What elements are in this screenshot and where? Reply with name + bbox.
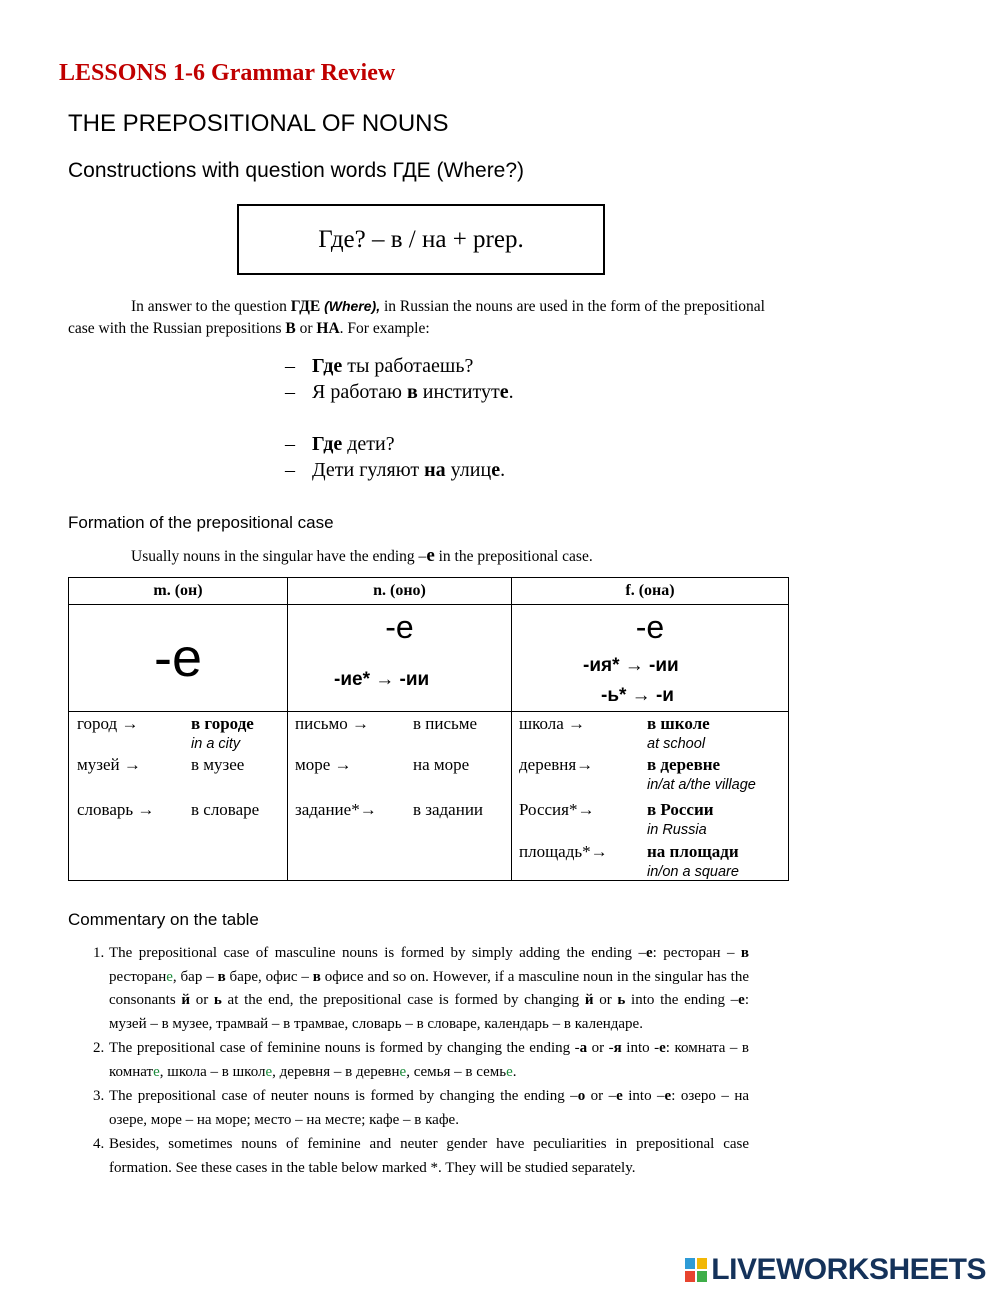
intro-na: НА <box>316 320 340 337</box>
list-item <box>93 1037 749 1084</box>
list-number: 4. <box>93 1136 105 1152</box>
masculine-words <box>69 712 288 881</box>
text: : ресторан – <box>652 945 741 961</box>
neuter-ending: -е <box>385 609 414 645</box>
formation-note <box>131 545 593 567</box>
text: at the end, the prepositional case is formed by changing <box>221 992 585 1008</box>
intro-text-2: in Russian the nouns are used in the form of the prepositional case with the Russian prepositions <box>68 298 765 337</box>
example-text: институт <box>417 381 500 403</box>
word-prepositional: в городе <box>191 714 254 733</box>
word-gloss: in/at a/the village <box>647 777 756 793</box>
word: деревня→ <box>519 755 594 774</box>
word: площадь*→ <box>519 842 608 861</box>
logo-square <box>685 1271 695 1282</box>
section-title: THE PREPOSITIONAL OF NOUNS <box>68 110 449 137</box>
ending-green: е <box>153 1063 160 1080</box>
consonant: ь <box>617 992 626 1008</box>
word-prepositional: в России <box>647 800 714 819</box>
text: into - <box>621 1040 660 1056</box>
logo-square <box>697 1258 707 1269</box>
table-words-row <box>69 712 789 881</box>
list-item-text <box>109 1085 749 1132</box>
text: The prepositional case of feminine nouns is formed by changing the ending - <box>109 1040 580 1056</box>
consonant: й <box>181 992 191 1008</box>
example-text: дети? <box>342 433 395 455</box>
header-masculine: m. (он) <box>69 578 288 605</box>
list-item <box>93 1133 749 1180</box>
list-item-text <box>109 1037 749 1084</box>
brand-name: LIVEWORKSHEETS <box>711 1253 986 1286</box>
word-prepositional: в письме <box>413 714 478 733</box>
example-bold: Где <box>312 355 343 377</box>
text: or - <box>587 1040 614 1056</box>
list-number: 3. <box>93 1088 105 1104</box>
note-ending: е <box>426 545 435 566</box>
intro-paragraph <box>68 295 778 340</box>
preposition: в <box>312 968 321 985</box>
intro-where: (Where), <box>324 298 381 314</box>
list-item-text <box>109 942 749 1036</box>
word-gloss: in Russia <box>647 822 707 838</box>
commentary-list <box>93 942 749 1181</box>
text: ресторан <box>109 968 167 985</box>
text: , деревня – в деревн <box>272 1063 400 1080</box>
note-text-2: in the prepositional case. <box>434 548 593 565</box>
formation-heading: Formation of the prepositional case <box>68 513 334 532</box>
example-text: ты работаешь? <box>342 355 474 377</box>
word-prepositional: в школе <box>647 714 710 733</box>
ending: о <box>577 1088 586 1104</box>
formula-box <box>237 204 605 275</box>
text: , школа – в школ <box>159 1063 266 1080</box>
feminine-rule-2: -ь* → -и <box>601 685 674 706</box>
table-header-row <box>69 578 789 605</box>
ending-green: е <box>506 1063 513 1080</box>
ending-green: е <box>166 968 173 985</box>
commentary-heading: Commentary on the table <box>68 910 259 929</box>
word-prepositional: в деревне <box>647 755 721 774</box>
word-prepositional: в задании <box>413 800 484 819</box>
neuter-words <box>288 712 512 881</box>
preposition: в <box>740 945 749 961</box>
word: задание*→ <box>295 800 377 819</box>
formula-text: Где? – в / на + prep. <box>318 225 524 253</box>
text: , бар – <box>172 968 218 985</box>
consonant: ь <box>213 992 222 1008</box>
example-4 <box>285 459 505 482</box>
text: баре, офис – <box>225 968 313 985</box>
example-text: Я работаю <box>312 381 407 403</box>
text: : комната – в комнат <box>109 1040 749 1080</box>
text: The prepositional case of masculine nouns is formed by simply adding the ending – <box>109 945 646 961</box>
feminine-words <box>512 712 789 881</box>
example-2 <box>285 381 514 404</box>
ending: е <box>645 945 653 961</box>
neuter-ending-cell <box>288 605 512 712</box>
text: The prepositional case of neuter nouns is formed by changing the ending – <box>109 1088 578 1104</box>
ending: а <box>579 1040 588 1056</box>
text: , семья – в семь <box>406 1063 507 1080</box>
text: : озеро – на озере, море – на море; место – на месте; кафе – в кафе. <box>109 1088 750 1128</box>
word-prepositional: в музее <box>191 755 245 774</box>
text: into the ending – <box>625 992 739 1008</box>
example-text: Дети гуляют <box>312 459 425 481</box>
ending: е <box>659 1040 666 1056</box>
masculine-ending: -е <box>153 628 202 688</box>
text: офисе and so on. However, if a masculine noun in the singular has the consonants <box>109 968 749 1008</box>
example-period: . <box>500 459 506 481</box>
ending: е <box>738 992 745 1008</box>
word: город → <box>77 714 139 733</box>
intro-or: or <box>295 320 317 337</box>
list-item <box>93 1085 749 1132</box>
neuter-rule: -ие* → -ии <box>334 669 430 690</box>
word: словарь → <box>77 800 155 819</box>
word-gloss: in/on a square <box>647 864 739 880</box>
word-prepositional: на море <box>413 755 470 774</box>
preposition: в <box>217 968 226 985</box>
example-bold: в <box>406 381 418 403</box>
logo-square <box>697 1271 707 1282</box>
word: школа → <box>519 714 586 733</box>
liveworksheets-brand[interactable] <box>685 1253 986 1287</box>
table-endings-row <box>69 605 789 712</box>
word: музей → <box>77 755 141 774</box>
intro-end: . For example: <box>339 320 430 337</box>
text: or <box>190 992 214 1008</box>
subtitle: Constructions with question words ГДЕ (Where?) <box>68 159 525 182</box>
consonant: й <box>584 992 594 1008</box>
dash: – <box>285 355 295 377</box>
dash: – <box>285 433 295 455</box>
ending-green: е <box>399 1063 407 1080</box>
text: or <box>593 992 618 1008</box>
word-prepositional: в словаре <box>191 800 260 819</box>
list-item-text: Besides, sometimes nouns of feminine and neuter gender have peculiarities in prepositional case formation. See these cases in the table below marked *. They will be studied separately. <box>109 1136 749 1176</box>
header-neuter: n. (оно) <box>288 578 512 605</box>
example-1 <box>285 355 473 378</box>
example-period: . <box>508 381 514 403</box>
dash: – <box>285 381 295 403</box>
note-text: Usually nouns in the singular have the ending – <box>131 548 427 565</box>
ending: я <box>613 1040 622 1056</box>
word: Россия*→ <box>519 800 595 819</box>
intro-gde: ГДЕ <box>290 298 321 315</box>
word: письмо → <box>295 714 370 733</box>
ending-green: е <box>265 1063 273 1080</box>
text: into – <box>622 1088 665 1104</box>
logo-square <box>685 1258 695 1269</box>
example-bold: Где <box>312 433 343 455</box>
feminine-ending-cell <box>512 605 789 712</box>
masculine-ending-cell <box>69 605 288 712</box>
example-ending: е <box>491 459 501 481</box>
word-gloss: in a city <box>191 736 241 752</box>
feminine-ending: -е <box>635 609 665 645</box>
word-gloss: at school <box>647 736 706 752</box>
liveworksheets-logo-icon <box>685 1258 707 1282</box>
list-number: 2. <box>93 1040 105 1056</box>
endings-table <box>68 577 789 881</box>
word: море → <box>295 755 352 774</box>
ending: е <box>616 1088 623 1104</box>
example-bold: на <box>424 459 446 481</box>
example-ending: е <box>499 381 509 403</box>
intro-text: In answer to the question <box>131 298 291 315</box>
ending: е <box>664 1088 672 1104</box>
dash: – <box>285 459 295 481</box>
text: or – <box>585 1088 617 1104</box>
list-item <box>93 942 749 1036</box>
lessons-title: LESSONS 1-6 Grammar Review <box>59 60 396 86</box>
text: : музей – в музее, трамвай – в трамвае, словарь – в словаре, календарь – в календаре. <box>109 992 749 1032</box>
intro-v: В <box>285 320 296 337</box>
header-feminine: f. (она) <box>512 578 789 605</box>
example-3 <box>285 433 395 456</box>
feminine-rule-1: -ия* → -ии <box>583 655 679 676</box>
list-number: 1. <box>93 945 105 961</box>
text: . <box>512 1063 517 1080</box>
word-prepositional: на площади <box>647 842 739 861</box>
example-text: улиц <box>445 459 492 481</box>
